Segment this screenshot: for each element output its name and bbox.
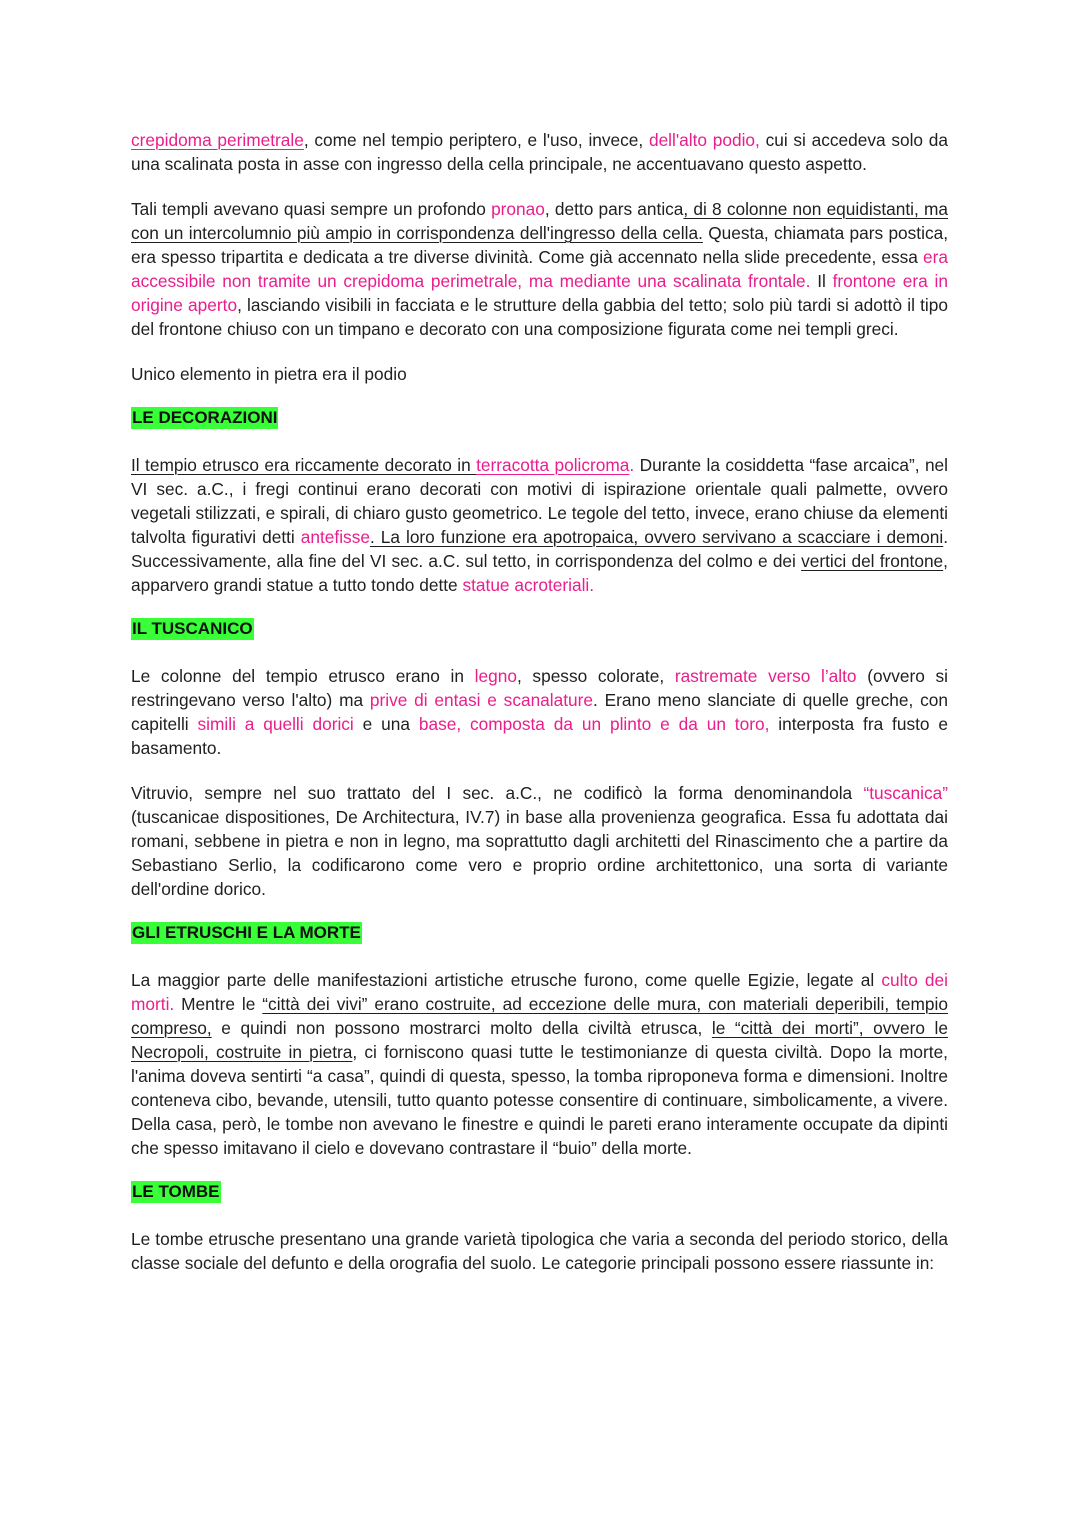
text-run: interposta fra fusto e basamento. — [131, 714, 949, 758]
text-run: Le colonne del tempio etrusco erano in — [131, 666, 475, 686]
text-run: . — [629, 455, 635, 475]
text-run: frontone era in origine aperto — [131, 271, 948, 315]
text-run: statue acroteriali. — [462, 575, 595, 595]
paragraph-podio — [131, 128, 948, 176]
text-run: Le tombe etrusche presentano una grande varietà tipologica che varia a seconda del periodo storico, della classe sociale del defunto e della orografia del suolo. Le categorie principali possono essere riassunte in: — [131, 1229, 948, 1273]
paragraph-pronao — [131, 197, 948, 341]
paragraph-stone-podium — [131, 362, 948, 386]
text-run: (ovvero si restringevano verso l'alto) ma — [131, 666, 948, 710]
text-run: Mentre le — [174, 994, 263, 1014]
heading-tuscanico: IL TUSCANICO — [132, 619, 253, 638]
text-run: antefisse — [300, 527, 370, 547]
text-run: , come nel tempio periptero, e l'uso, invece, — [303, 130, 649, 150]
paragraph-culto-morti — [131, 968, 948, 1160]
text-run: “tuscanica” — [863, 783, 948, 803]
text-run: La maggior parte delle manifestazioni artistiche etrusche furono, come quelle Egizie, legate al — [131, 970, 882, 990]
text-run: , apparvero grandi statue a tutto tondo dette — [131, 551, 948, 595]
paragraph-decorazioni — [131, 453, 948, 597]
text-run: cui si accedeva solo da una scalinata posta in asse con ingresso della cella principale, ne accentuavano questo aspetto. — [131, 130, 949, 174]
text-run: base, composta da un plinto e da un toro, — [418, 714, 770, 734]
text-run: . Successivamente, alla fine del VI sec. a.C. sul tetto, in corrispondenza del colmo e dei — [131, 527, 949, 571]
text-run: culto dei morti. — [131, 970, 948, 1014]
heading-decorazioni: LE DECORAZIONI — [132, 408, 278, 427]
text-run: legno — [474, 666, 517, 686]
text-run: , lasciando visibili in facciata e le strutture della gabbia del tetto; solo più tardi si adottò il tipo del frontone chiuso con un timpano e decorato con una composizione figurata come nei templi greci. — [131, 295, 948, 339]
text-run: prive di entasi e scanalature — [369, 690, 594, 710]
text-run: “città dei vivi” erano costruite, ad eccezione delle mura, con materiali deperibili, tempio compreso, — [131, 994, 948, 1038]
text-run: crepidoma perimetrale — [131, 130, 304, 150]
text-run: , ci forniscono quasi tutte le testimonianze di questa civiltà. Dopo la morte, l'anima doveva sentirti “a casa”, quindi di questa, spesso, la tomba riproponeva forma e dimensioni. Inoltre conteneva cibo, bevande, utensili, tutto quanto potesse consentire di continuare, simbolicamente, a vivere. Della casa, però, le tombe non avevano le finestre e quindi le pareti erano interamente occupate da dipinti che spesso imitavano il cielo e dovevano contrastare il “buio” della morte. — [131, 1042, 948, 1158]
text-run: , detto pars antica — [544, 199, 684, 219]
text-run: rastremate verso l’alto — [674, 666, 857, 686]
text-run: Tali templi avevano quasi sempre un profondo — [131, 199, 492, 219]
text-run: Durante la cosiddetta “fase arcaica”, nel VI sec. a.C., i fregi continui erano decorati con motivi di ispirazione orientale quali palmette, ovvero vegetali stilizzati, e spirali, di chiaro gusto geometrico. Le tegole del tetto, invece, erano chiuse da elementi talvolta figurativi detti — [131, 455, 949, 547]
text-run: pronao — [491, 199, 545, 219]
text-run: Unico elemento in pietra era il podio — [131, 364, 407, 384]
text-run: Questa, chiamata pars postica, era spesso tripartita e dedicata a tre diverse divinità. Come già accennato nella slide precedente, essa — [131, 223, 948, 267]
text-run: , spesso colorate, — [516, 666, 675, 686]
text-run: Vitruvio, sempre nel suo trattato del I sec. a.C., ne codificò la forma denominandola — [131, 783, 864, 803]
text-run: dell'alto podio, — [648, 130, 760, 150]
text-run: vertici del frontone — [801, 551, 944, 571]
text-run: era accessibile non tramite un crepidoma perimetrale, ma mediante una scalinata frontale. — [131, 247, 948, 291]
text-run: , di 8 colonne non equidistanti, ma con un intercolumnio più ampio in corrispondenza dell'ingresso della cella. — [131, 199, 948, 243]
text-run: . La loro funzione era apotropaica, ovvero servivano a scacciare i demoni — [369, 527, 944, 547]
heading-tombe: LE TOMBE — [132, 1182, 220, 1201]
text-run: (tuscanicae dispositiones, De Architectura, IV.7) in base alla provenienza geografica. Essa fu adottata dai romani, sebbene in pietra e non in legno, ma soprattutto dagli architetti del Rinascimento che a partire da Sebastiano Serlio, la codificarono come vero e proprio ordine architettonico, una sorta di variante dell'ordine dorico. — [131, 807, 948, 899]
text-run: Il tempio etrusco era riccamente decorato in — [131, 455, 477, 475]
text-run: simili a quelli dorici — [197, 714, 354, 734]
paragraph-colonne — [131, 664, 948, 760]
paragraph-tombe — [131, 1227, 948, 1275]
text-run: Il — [810, 271, 833, 291]
text-run: terracotta policroma — [476, 455, 630, 475]
text-run: e quindi non possono mostrarci molto della civiltà etrusca, — [211, 1018, 712, 1038]
paragraph-vitruvio — [131, 781, 948, 901]
heading-etruschi-morte: GLI ETRUSCHI E LA MORTE — [132, 923, 361, 942]
text-run: le “città dei morti”, ovvero le Necropoli, costruite in pietra — [131, 1018, 948, 1062]
text-run: . Erano meno slanciate di quelle greche, con capitelli — [131, 690, 948, 734]
text-run: e una — [353, 714, 419, 734]
